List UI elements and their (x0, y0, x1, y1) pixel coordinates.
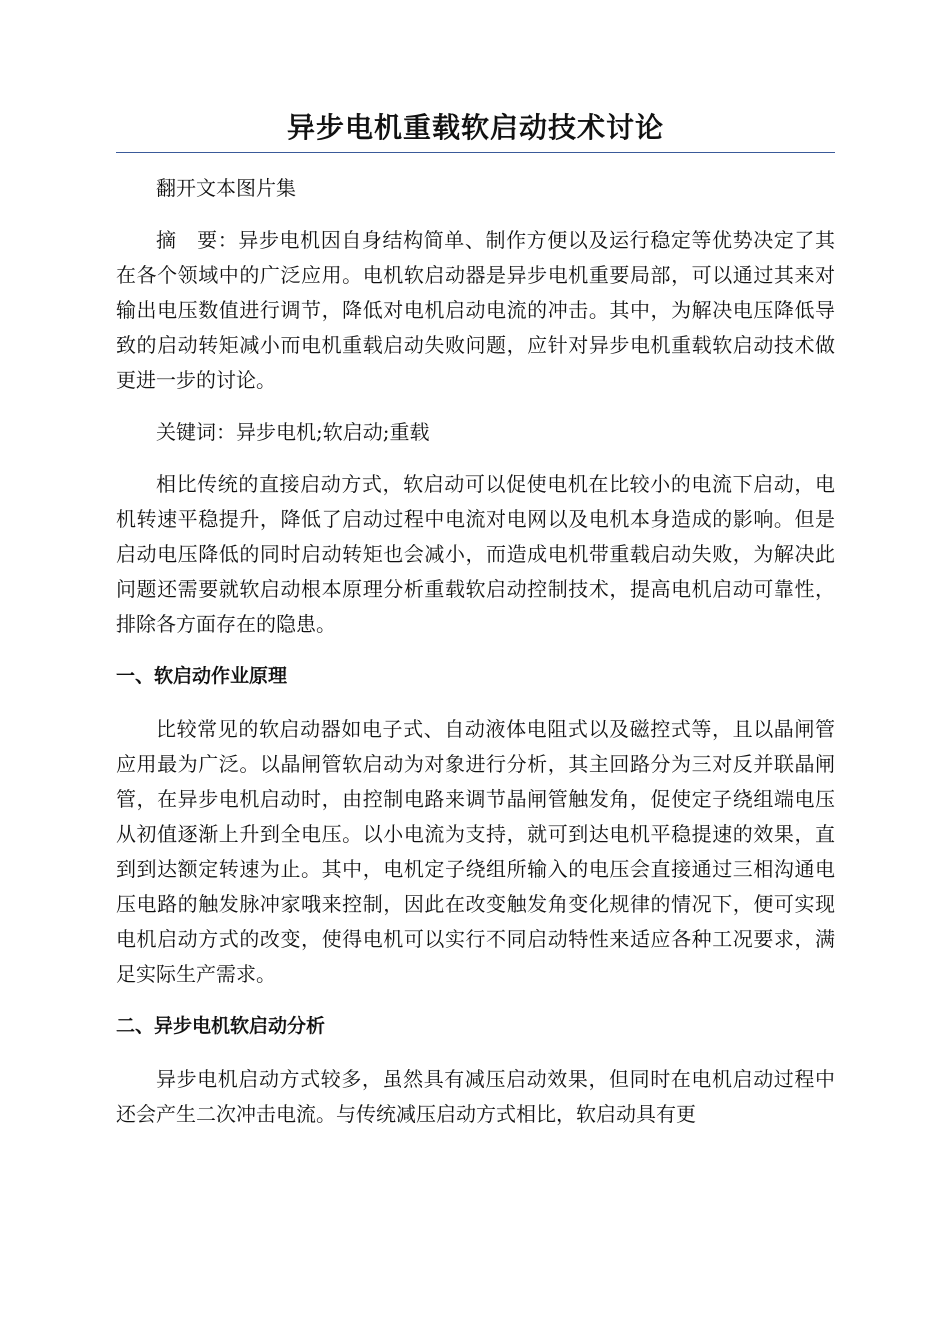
abstract-paragraph (116, 223, 835, 398)
abstract-label: 摘 要： (156, 228, 239, 252)
keywords-text: 异步电机;软启动;重载 (236, 420, 430, 444)
section-heading-1: 一、软启动作业原理 (116, 665, 288, 687)
document-title: 异步电机重载软启动技术讨论 (286, 111, 664, 144)
section-heading-2: 二、异步电机软启动分析 (116, 1015, 326, 1037)
section-paragraph-2: 异步电机启动方式较多，虽然具有减压启动效果，但同时在电机启动过程中还会产生二次冲击电流。与传统减压启动方式相比，软启动具有更 (116, 1067, 835, 1126)
section-paragraph-1: 比较常见的软启动器如电子式、自动液体电阻式以及磁控式等，且以晶闸管应用最为广泛。以晶闸管软启动为对象进行分析，其主回路分为三对反并联晶闸管，在异步电机启动时，由控制电路来调节晶闸管触发角，促使定子绕组端电压从初值逐渐上升到全电压。以小电流为支持，就可到达电机平稳提速的效果，直到到达额定转速为止。其中，电机定子绕组所输入的电压会直接通过三相沟通电压电路的触发脉冲家哦来控制，因此在改变触发角变化规律的情况下，便可实现电机启动方式的改变，使得电机可以实行不同启动特性来适应各种工况要求，满足实际生产需求。 (116, 717, 835, 986)
subtitle-line: 翻开文本图片集 (156, 176, 296, 200)
title-underline (116, 152, 835, 153)
keywords-paragraph (116, 415, 835, 450)
keywords-label: 关键词： (156, 420, 236, 444)
abstract-text: 异步电机因自身结构简单、制作方便以及运行稳定等优势决定了其在各个领域中的广泛应用。电机软启动器是异步电机重要局部，可以通过其来对输出电压数值进行调节，降低对电机启动电流的冲击。其中，为解决电压降低导致的启动转矩减小而电机重载启动失败问题，应针对异步电机重载软启动技术做更进一步的讨论。 (116, 228, 835, 392)
document-page (116, 108, 835, 1149)
intro-paragraph: 相比传统的直接启动方式，软启动可以促使电机在比较小的电流下启动，电机转速平稳提升，降低了启动过程中电流对电网以及电机本身造成的影响。但是启动电压降低的同时启动转矩也会减小，而造成电机带重载启动失败，为解决此问题还需要就软启动根本原理分析重载软启动控制技术，提高电机启动可靠性，排除各方面存在的隐患。 (116, 472, 835, 636)
